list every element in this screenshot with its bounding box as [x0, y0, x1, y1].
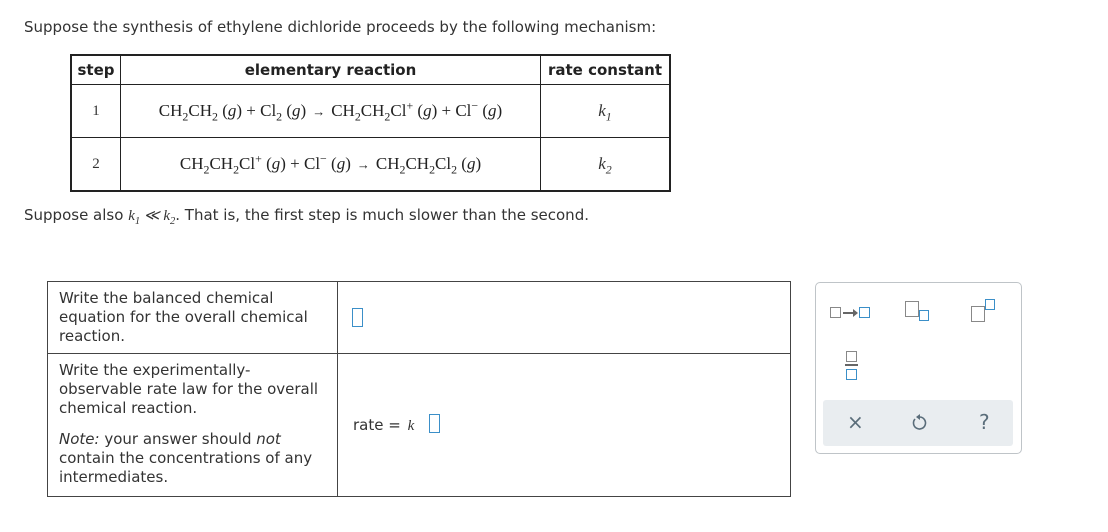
fraction-icon[interactable]	[845, 351, 859, 383]
reaction-arrow-icon[interactable]	[830, 305, 874, 321]
question-row-equation	[48, 282, 791, 354]
subscript-icon[interactable]	[905, 301, 935, 323]
intro-text: Suppose the synthesis of ethylene dichloride proceeds by the following mechanism:	[24, 18, 657, 36]
superscript-icon[interactable]	[971, 299, 1001, 323]
mechanism-row-2	[71, 138, 670, 192]
answer-rate-law-cell[interactable]	[338, 354, 791, 497]
answer-table	[47, 281, 791, 497]
header-elementary-reaction: elementary reaction	[121, 55, 541, 85]
question-equation-text: Write the balanced chemical equation for the overall chemical reaction.	[59, 289, 308, 345]
header-step: step	[71, 55, 121, 85]
help-icon[interactable]: ?	[979, 410, 990, 434]
note-suffix: contain the concentrations of any intermediates.	[59, 449, 313, 486]
question-row-rate-law	[48, 354, 791, 497]
question-equation	[48, 282, 338, 354]
rate-label: rate =	[353, 416, 401, 434]
note-not: not	[256, 430, 281, 448]
note-mid: your answer should	[99, 430, 257, 448]
undo-icon[interactable]	[911, 413, 929, 437]
mechanism-header-row	[71, 55, 670, 85]
clear-icon[interactable]: ×	[847, 410, 864, 434]
assumption-text	[24, 206, 589, 225]
question-rate-law	[48, 354, 338, 497]
assumption-prefix: Suppose also	[24, 206, 124, 224]
answer-equation-cell[interactable]	[338, 282, 791, 354]
mechanism-row-1	[71, 85, 670, 138]
rate-constant-k: k	[407, 418, 415, 434]
note-label: Note:	[59, 430, 100, 448]
step-2-rate-constant: $k_2$	[541, 138, 671, 192]
math-palette	[815, 282, 1022, 454]
rate-law-expression	[353, 416, 414, 435]
assumption-suffix: . That is, the first step is much slower than the second.	[175, 206, 589, 224]
step-1-number: 1	[71, 85, 121, 138]
assumption-inequality: $k_1$ ≪ $k_2$	[128, 208, 176, 227]
step-2-number: 2	[71, 138, 121, 192]
question-note	[59, 430, 326, 487]
step-2-reaction: $CH_2CH_2Cl^+$ (g) + Cl− $(g) \to CH_2CH_2Cl_2$ (g)	[121, 138, 541, 192]
header-rate-constant: rate constant	[541, 55, 671, 85]
step-1-rate-constant: $k_1$	[541, 85, 671, 138]
question-rate-law-text: Write the experimentally-observable rate law for the overall chemical reaction.	[59, 361, 319, 417]
equation-input-box[interactable]	[352, 308, 363, 327]
mechanism-table	[70, 54, 671, 192]
step-1-reaction: $CH_2CH_2$ $(g) + Cl_2$ $(g) \to CH_2CH_2Cl^+$ (g) + Cl− (g)	[121, 85, 541, 138]
rate-law-input-box[interactable]	[429, 414, 440, 433]
palette-toolbar	[823, 400, 1013, 446]
